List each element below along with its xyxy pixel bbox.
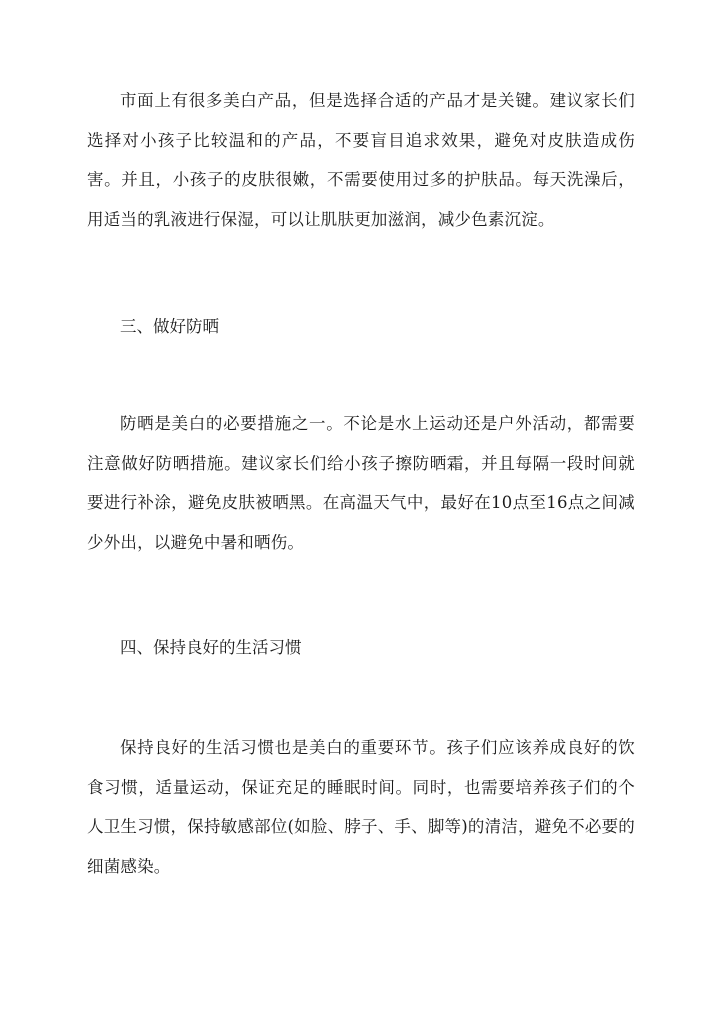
body-paragraph-habits: 保持良好的生活习惯也是美白的重要环节。孩子们应该养成良好的饮食习惯，适量运动，保证充足的睡眠时间。同时，也需要培养孩子们的个人卫生习惯，保持敏感部位(如脸、脖子、手、脚等)的清洁，避免不必要的细菌感染。	[87, 738, 635, 876]
body-paragraph-sunscreen: 防晒是美白的必要措施之一。不论是水上运动还是户外活动，都需要注意做好防晒措施。建议家长们给小孩子擦防晒霜，并且每隔一段时间就要进行补涂，避免皮肤被晒黑。在高温天气中，最好在10点至16点之间减少外出，以避免中暑和晒伤。	[87, 414, 635, 552]
section-heading-sunscreen: 三、做好防晒	[120, 317, 219, 336]
section-heading-habits: 四、保持良好的生活习惯	[120, 638, 302, 657]
body-paragraph-products: 市面上有很多美白产品，但是选择合适的产品才是关键。建议家长们选择对小孩子比较温和的产品，不要盲目追求效果，避免对皮肤造成伤害。并且，小孩子的皮肤很嫩，不需要使用过多的护肤品。每天洗澡后，用适当的乳液进行保湿，可以让肌肤更加滋润，减少色素沉淀。	[87, 91, 635, 229]
